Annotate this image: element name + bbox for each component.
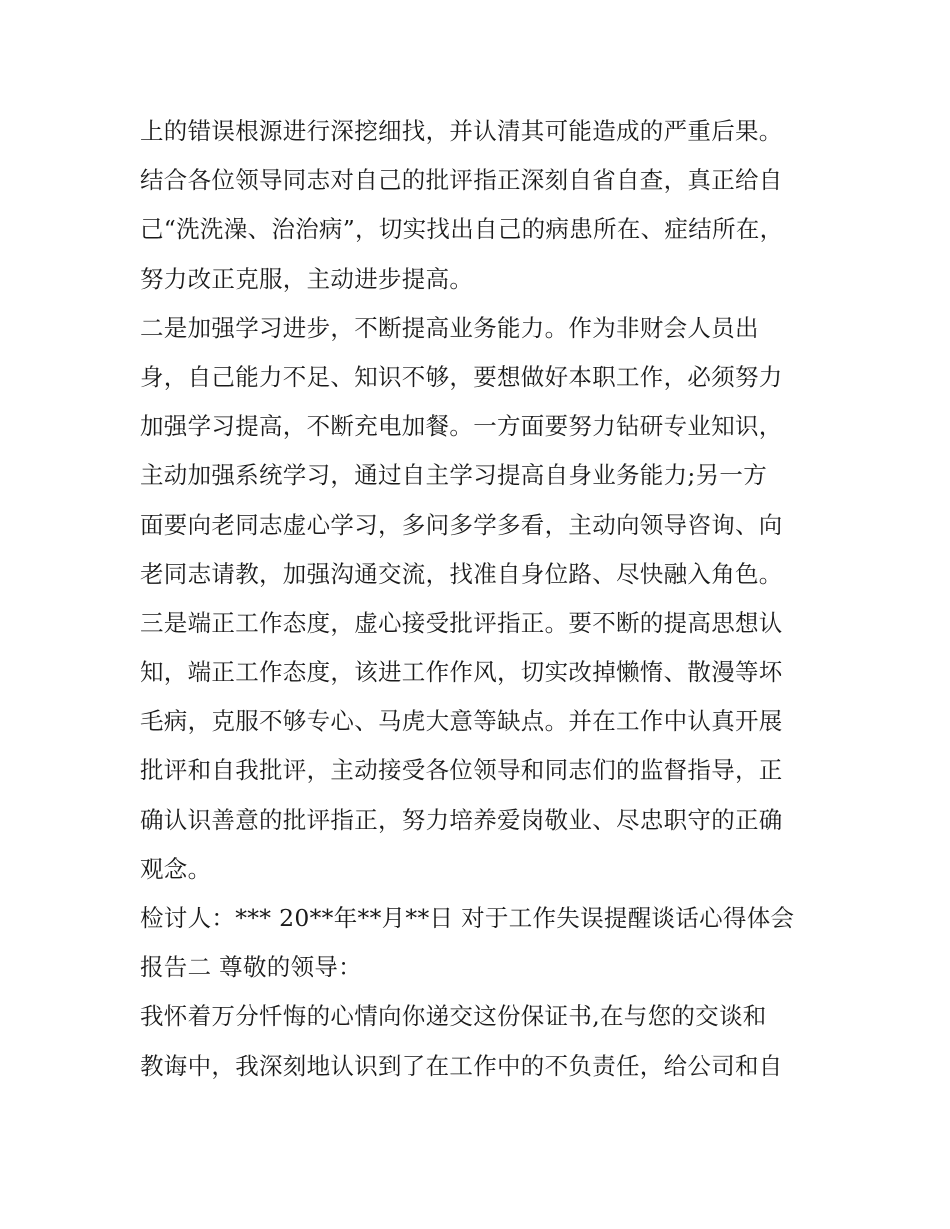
text-line: 教诲中，我深刻地认识到了在工作中的不负责任，给公司和自: [140, 1051, 783, 1080]
text-line: 确认识善意的批评指正，努力培养爱岗敬业、尽忠职守的正确: [140, 805, 783, 834]
text-line: 结合各位领导同志对自己的批评指正深刻自省自查，真正给自: [140, 166, 783, 195]
text-line: 批评和自我批评，主动接受各位领导和同志们的监督指导，正: [140, 756, 783, 785]
text-line: 知，端正工作态度，该进工作作风，切实改掉懒惰、散漫等坏: [140, 658, 783, 687]
text-line: 老同志请教，加强沟通交流，找准自身位路、尽快融入角色。: [140, 559, 783, 588]
document-body: [140, 107, 820, 1091]
text-line: 上的错误根源进行深挖细找，并认清其可能造成的严重后果。: [140, 117, 783, 145]
text-line: 报告二 尊敬的领导：: [140, 953, 362, 982]
text-line: 己“洗洗澡、治治病”，切实找出自己的病患所在、症结所在，: [140, 215, 784, 244]
text-line: 我怀着万分忏悔的心情向你递交这份保证书,在与您的交谈和: [140, 1002, 767, 1031]
text-line: 观念。: [140, 854, 212, 883]
text-line: 二是加强学习进步，不断提高业务能力。作为非财会人员出: [140, 313, 759, 342]
text-line: 检讨人：*** 20**年**月**日 对于工作失误提醒谈话心得体会: [140, 904, 795, 932]
text-line: 主动加强系统学习，通过自主学习提高自身业务能力;另一方: [140, 461, 768, 490]
text-line: 面要向老同志虚心学习，多问多学多看，主动向领导咨询、向: [140, 510, 783, 539]
text-line: 加强学习提高，不断充电加餐。一方面要努力钻研专业知识，: [140, 412, 783, 441]
text-line: 努力改正克服，主动进步提高。: [140, 264, 474, 293]
text-line: 三是端正工作态度，虚心接受批评指正。要不断的提高思想认: [140, 608, 783, 637]
text-line: 身，自己能力不足、知识不够，要想做好本职工作，必须努力: [140, 362, 783, 391]
text-line: 毛病，克服不够专心、马虎大意等缺点。并在工作中认真开展: [140, 707, 783, 736]
